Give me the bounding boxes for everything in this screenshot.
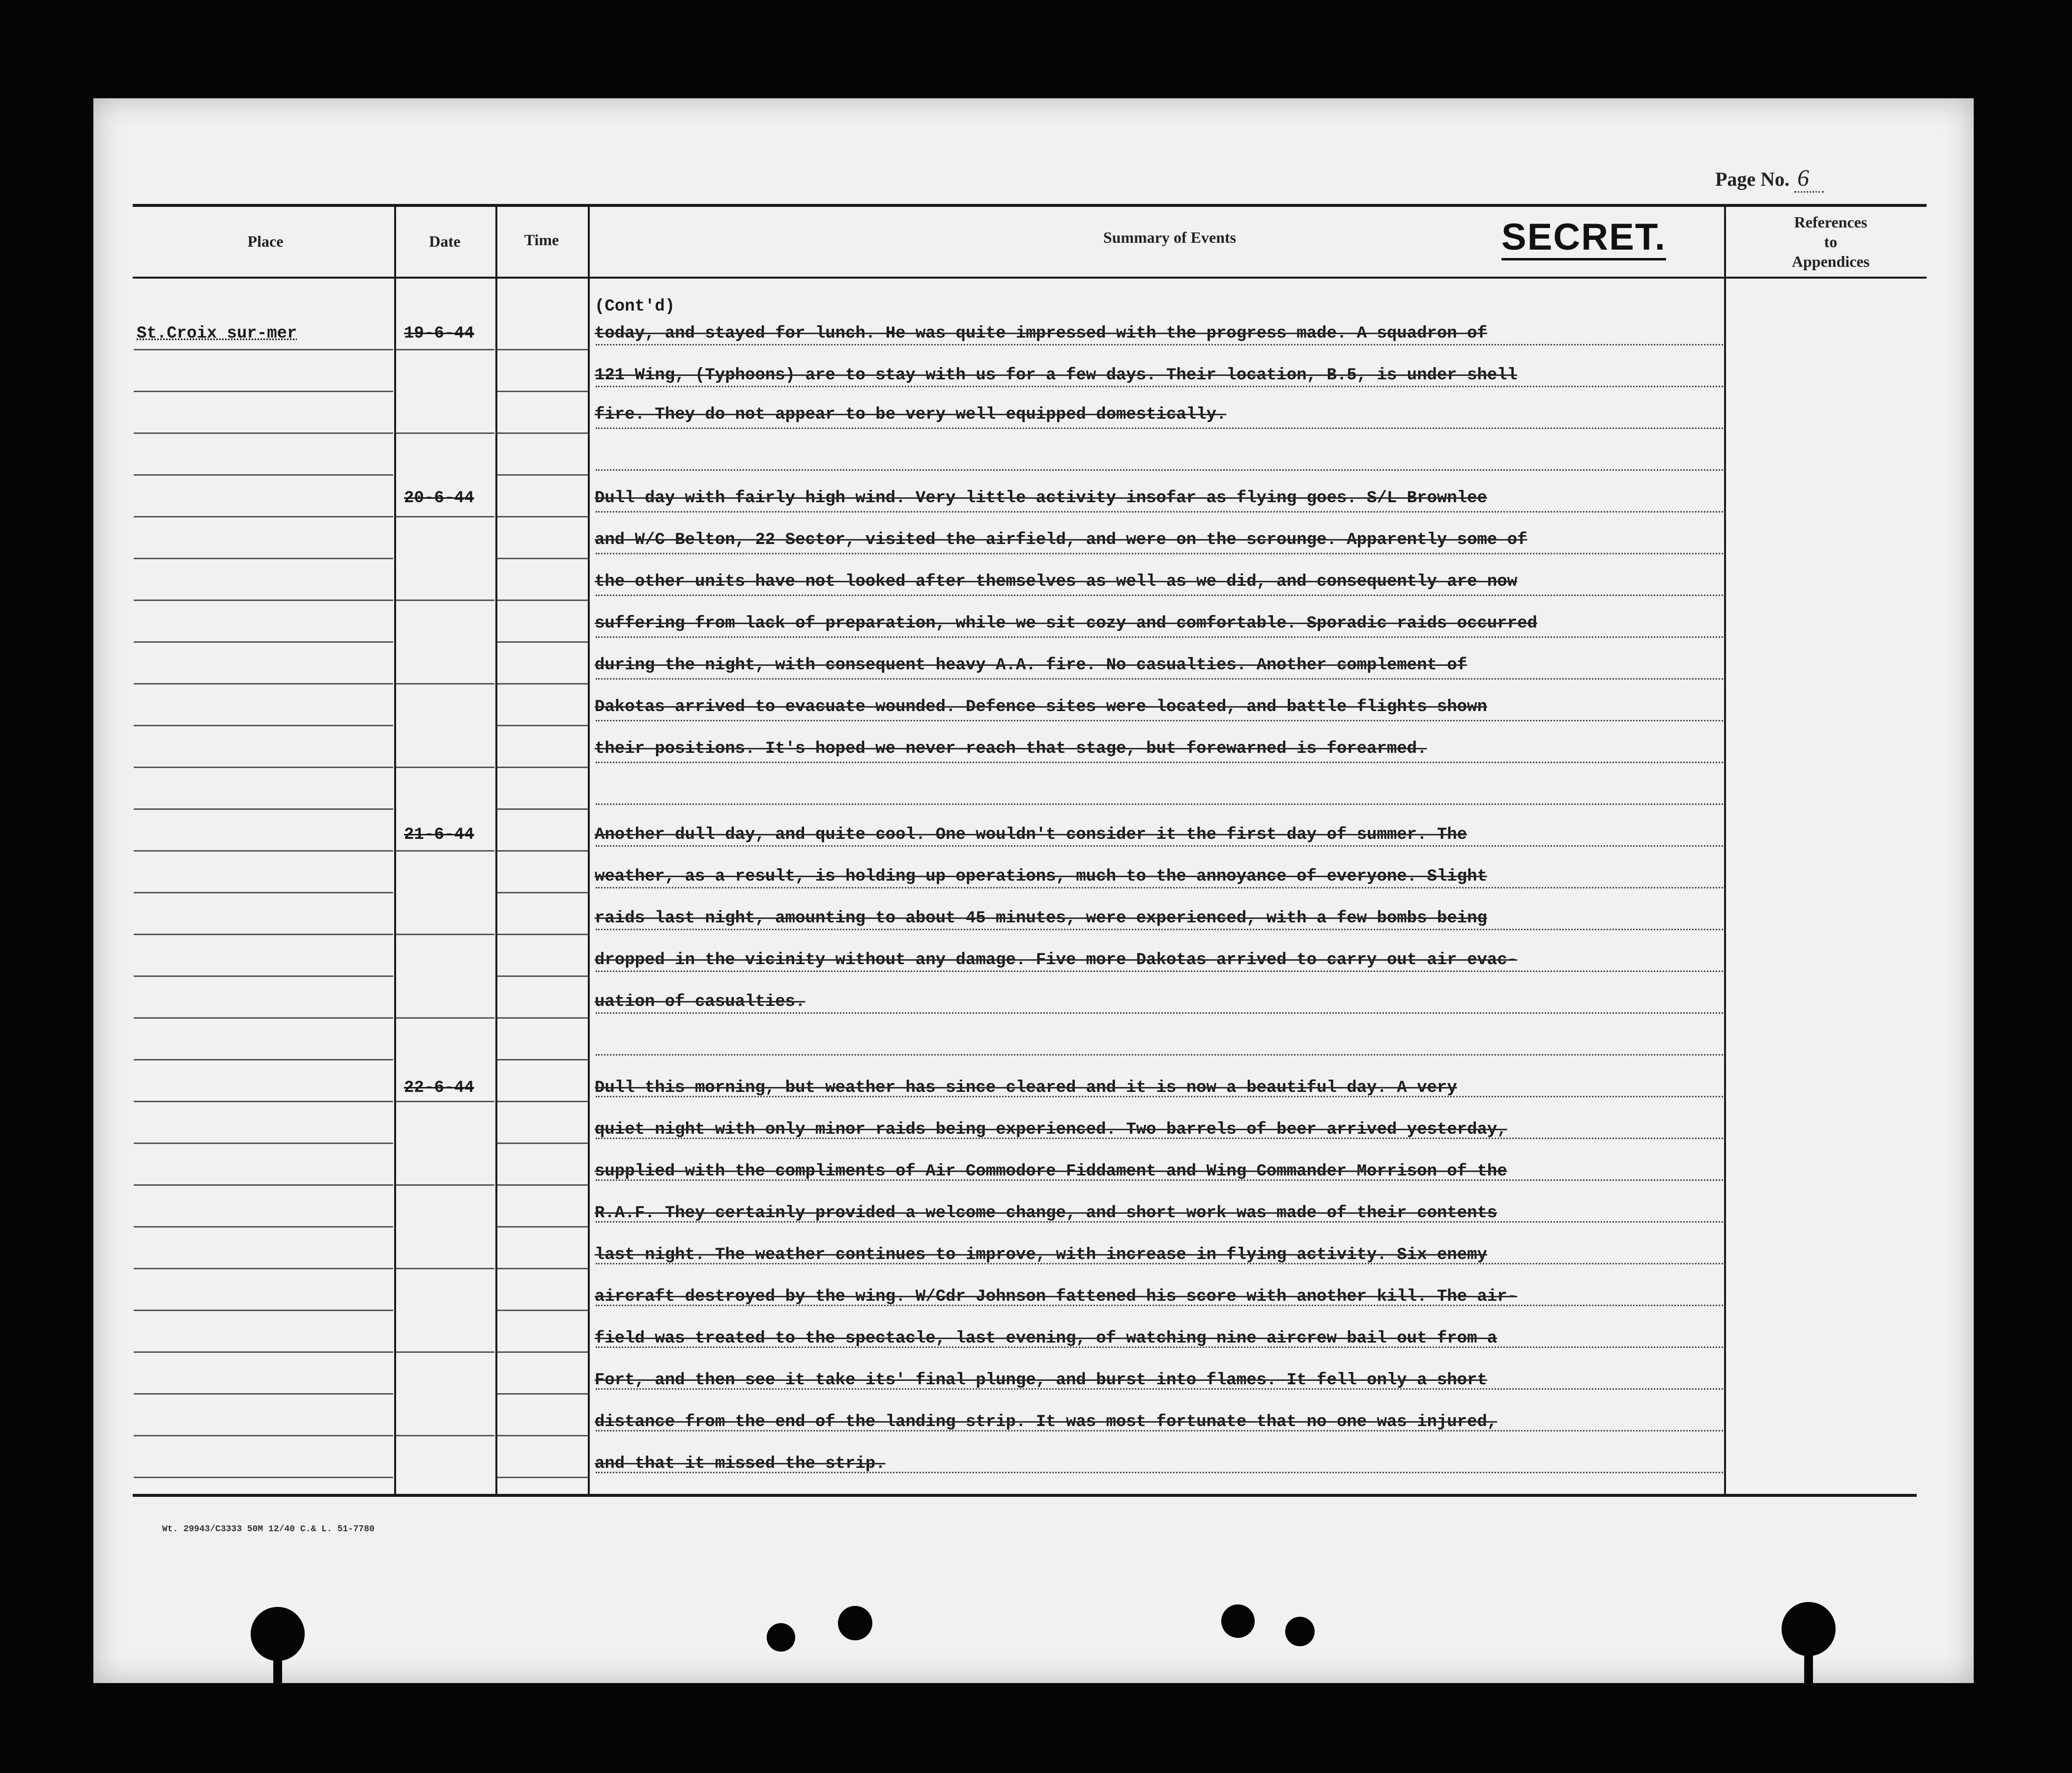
place-row-line — [134, 474, 393, 476]
date-row-line — [396, 349, 494, 350]
summary-ruled-line — [596, 1012, 1723, 1014]
column-header-place: Place — [247, 232, 284, 250]
punch-hole — [1221, 1604, 1255, 1638]
place-row-line — [134, 1268, 393, 1269]
summary-line: fire. They do not appear to be very well equipped domestically. — [595, 405, 1227, 424]
summary-line: Fort, and then see it take its' final plunge, and burst into flames. It fell only a short — [595, 1371, 1487, 1390]
summary-ruled-line — [596, 845, 1723, 847]
binder-hole — [251, 1607, 305, 1661]
place-row-line — [134, 600, 393, 601]
summary-line: the other units have not looked after themselves as well as we did, and consequently are now — [595, 572, 1518, 591]
date-row-line — [396, 600, 494, 601]
column-header-date: Date — [429, 232, 460, 250]
place-row-line — [134, 683, 393, 685]
summary-line: during the night, with consequent heavy A.A. fire. No casualties. Another complement of — [595, 656, 1468, 675]
time-row-line — [497, 850, 588, 852]
time-row-line — [497, 1351, 588, 1353]
place-row-line — [134, 934, 393, 935]
summary-ruled-line — [596, 553, 1723, 554]
references-line-2: to — [1824, 233, 1838, 251]
place-entry: St.Croix sur-mer — [137, 324, 297, 343]
summary-line: supplied with the compliments of Air Commodore Fiddament and Wing Commander Morrison of the — [595, 1162, 1507, 1181]
time-row-line — [497, 349, 588, 350]
entry-date: 20-6-44 — [404, 489, 474, 508]
summary-ruled-line — [596, 971, 1723, 972]
summary-ruled-line — [596, 386, 1723, 387]
column-header-summary: Summary of Events — [1103, 229, 1237, 246]
date-row-line — [396, 1351, 494, 1353]
summary-ruled-line — [596, 762, 1723, 763]
date-row-line — [396, 432, 494, 434]
summary-line: suffering from lack of preparation, while we sit cozy and comfortable. Sporadic raids occurred — [595, 614, 1537, 633]
date-row-line — [396, 683, 494, 685]
time-row-line — [497, 725, 588, 726]
summary-line: Another dull day, and quite cool. One wouldn't consider it the first day of summer. The — [595, 826, 1468, 844]
place-row-line — [134, 1017, 393, 1019]
date-row-line — [396, 1435, 494, 1436]
place-row-line — [134, 1351, 393, 1353]
time-row-line — [497, 1268, 588, 1269]
secret-stamp: SECRET. — [1501, 219, 1666, 260]
date-row-line — [396, 1268, 494, 1269]
summary-line: aircraft destroyed by the wing. W/Cdr Johnson fattened his score with another kill. The air- — [595, 1287, 1518, 1306]
time-row-line — [497, 1184, 588, 1186]
summary-ruled-line — [596, 428, 1723, 429]
summary-ruled-line — [596, 803, 1723, 805]
binder-slot — [273, 1656, 282, 1683]
time-row-line — [497, 1226, 588, 1228]
place-row-line — [134, 725, 393, 726]
date-row-line — [396, 767, 494, 768]
place-row-line — [134, 1059, 393, 1060]
time-row-line — [497, 391, 588, 392]
place-row-line — [134, 1310, 393, 1311]
summary-ruled-line — [596, 344, 1723, 345]
summary-line: dropped in the vicinity without any damage. Five more Dakotas arrived to carry out air evac- — [595, 951, 1518, 970]
summary-ruled-line — [596, 636, 1723, 638]
summary-line: their positions. It's hoped we never reach that stage, but forewarned is forearmed. — [595, 740, 1427, 758]
time-row-line — [497, 558, 588, 559]
time-row-line — [497, 934, 588, 935]
col-divider-time — [588, 204, 590, 1495]
time-row-line — [497, 892, 588, 893]
time-row-line — [497, 600, 588, 601]
summary-line: last night. The weather continues to improve, with increase in flying activity. Six enemy — [595, 1246, 1487, 1264]
time-row-line — [497, 683, 588, 685]
header-bottom-border — [133, 277, 1927, 279]
entry-date: 19-6-44 — [404, 324, 474, 343]
summary-line: distance from the end of the landing strip. It was most fortunate that no one was injured, — [595, 1413, 1497, 1431]
place-row-line — [134, 1435, 393, 1436]
time-row-line — [497, 1310, 588, 1311]
place-row-line — [134, 808, 393, 810]
date-row-line — [396, 1184, 494, 1186]
summary-ruled-line — [596, 469, 1723, 471]
time-row-line — [497, 641, 588, 643]
time-row-line — [497, 516, 588, 517]
summary-line: field was treated to the spectacle, last evening, of watching nine aircrew bail out from a — [595, 1329, 1497, 1348]
time-row-line — [497, 1143, 588, 1144]
place-row-line — [134, 516, 393, 517]
place-row-line — [134, 1393, 393, 1395]
place-row-line — [134, 767, 393, 768]
time-row-line — [497, 1435, 588, 1436]
summary-line: Dull day with fairly high wind. Very little activity insofar as flying goes. S/L Brownlee — [595, 489, 1487, 508]
time-row-line — [497, 432, 588, 434]
summary-line: Dakotas arrived to evacuate wounded. Defence sites were located, and battle flights shown — [595, 698, 1487, 716]
summary-ruled-line — [596, 887, 1723, 888]
summary-line: (Cont'd) — [595, 297, 675, 316]
place-row-line — [134, 1101, 393, 1102]
form-code: Wt. 29943/C3333 50M 12/40 C.& L. 51-7780 — [162, 1524, 375, 1534]
time-row-line — [497, 1477, 588, 1478]
page-number-value: 6 — [1794, 165, 1824, 193]
place-row-line — [134, 558, 393, 559]
page-number — [1715, 165, 1824, 192]
col-divider-summary — [1724, 204, 1726, 1495]
place-row-line — [134, 1143, 393, 1144]
time-row-line — [497, 1017, 588, 1019]
punch-hole — [838, 1606, 872, 1640]
references-line-1: References — [1794, 213, 1868, 231]
place-row-line — [134, 349, 393, 350]
col-divider-place — [394, 204, 396, 1495]
col-divider-date — [495, 204, 497, 1495]
time-row-line — [497, 767, 588, 768]
summary-line: Dull this morning, but weather has since cleared and it is now a beautiful day. A very — [595, 1079, 1457, 1097]
date-row-line — [396, 516, 494, 517]
entry-date: 21-6-44 — [404, 826, 474, 844]
place-row-line — [134, 391, 393, 392]
table-bottom-border — [133, 1494, 1917, 1497]
place-row-line — [134, 1184, 393, 1186]
date-row-line — [396, 934, 494, 935]
punch-hole — [767, 1623, 795, 1652]
summary-line: and that it missed the strip. — [595, 1455, 886, 1473]
time-row-line — [497, 1101, 588, 1102]
binder-hole — [1782, 1602, 1836, 1656]
summary-line: today, and stayed for lunch. He was quite impressed with the progress made. A squadron of — [595, 324, 1487, 343]
place-row-line — [134, 1477, 393, 1478]
table-top-border — [133, 204, 1927, 207]
date-row-line — [396, 1017, 494, 1019]
summary-ruled-line — [596, 1054, 1723, 1056]
time-row-line — [497, 1393, 588, 1395]
date-row-line — [396, 1101, 494, 1102]
summary-ruled-line — [596, 511, 1723, 513]
time-row-line — [497, 474, 588, 476]
place-row-line — [134, 1226, 393, 1228]
summary-line: R.A.F. They certainly provided a welcome change, and short work was made of their contents — [595, 1204, 1497, 1223]
summary-ruled-line — [596, 678, 1723, 680]
references-line-3: Appendices — [1791, 253, 1870, 270]
summary-line: weather, as a result, is holding up operations, much to the annoyance of everyone. Slight — [595, 867, 1487, 886]
place-row-line — [134, 975, 393, 977]
place-row-line — [134, 641, 393, 643]
summary-line: 121 Wing, (Typhoons) are to stay with us for a few days. Their location, B.5, is under shell — [595, 366, 1518, 385]
place-row-line — [134, 892, 393, 893]
binder-slot — [1804, 1651, 1813, 1683]
summary-ruled-line — [596, 595, 1723, 596]
page-number-label: Page No. — [1715, 168, 1790, 190]
summary-line: quiet night with only minor raids being experienced. Two barrels of beer arrived yesterday, — [595, 1120, 1507, 1139]
time-row-line — [497, 975, 588, 977]
place-row-line — [134, 432, 393, 434]
date-row-line — [396, 850, 494, 852]
place-row-line — [134, 850, 393, 852]
summary-line: raids last night, amounting to about 45 minutes, were experienced, with a few bombs being — [595, 909, 1487, 928]
summary-line: and W/C Belton, 22 Sector, visited the airfield, and were on the scrounge. Apparently some of — [595, 531, 1527, 549]
time-row-line — [497, 1059, 588, 1060]
column-header-references — [1730, 212, 1931, 271]
summary-ruled-line — [596, 929, 1723, 930]
summary-ruled-line — [596, 720, 1723, 721]
entry-date: 22-6-44 — [404, 1079, 474, 1097]
time-row-line — [497, 808, 588, 810]
column-header-time: Time — [524, 231, 559, 249]
punch-hole — [1285, 1617, 1315, 1646]
summary-line: uation of casualties. — [595, 993, 806, 1011]
